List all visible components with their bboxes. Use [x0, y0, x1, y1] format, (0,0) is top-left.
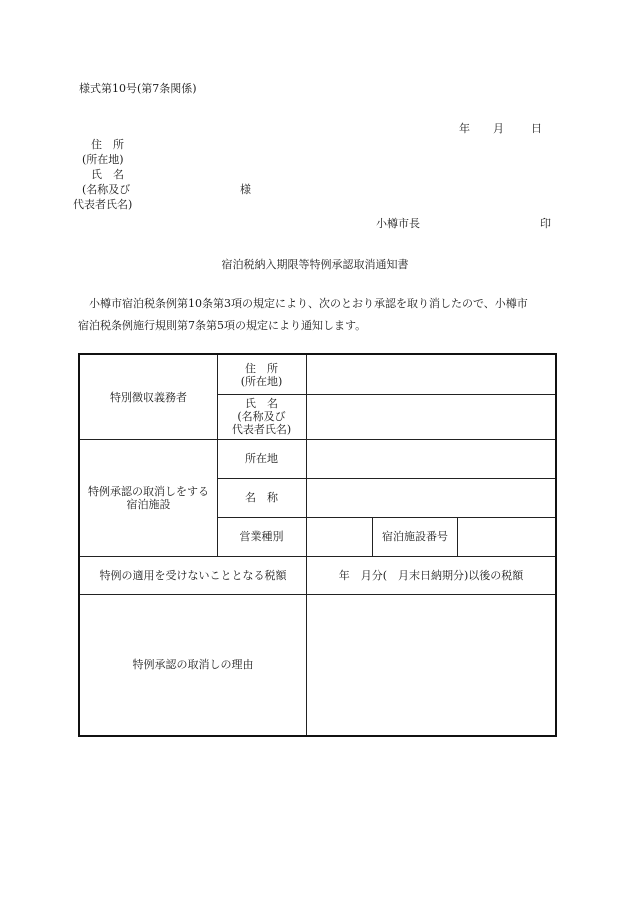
facility-name-value-field[interactable]	[307, 479, 555, 517]
name-sub-label-1: (名称及び	[237, 410, 286, 423]
reason-label: 特例承認の取消しの理由	[132, 658, 254, 671]
addressee-address-sub: (所在地)	[82, 153, 124, 166]
name-sub-label-2: 代表者氏名)	[231, 423, 292, 436]
section2-label-line-1: 特例承認の取消しをする	[88, 484, 209, 498]
name-label-cell	[217, 394, 306, 439]
facility-name-label-cell	[217, 478, 306, 517]
date-month: 月	[493, 122, 504, 135]
addressee-address-label: 住 所	[91, 138, 124, 151]
section2-label	[80, 439, 217, 556]
facility-number-value-field[interactable]	[458, 518, 555, 556]
reason-label-cell	[80, 594, 306, 735]
location-value-field[interactable]	[307, 440, 555, 478]
business-type-value-field[interactable]	[307, 518, 372, 556]
document-title: 宿泊税納入期限等特例承認取消通知書	[221, 258, 409, 271]
address-value-field[interactable]	[307, 355, 555, 394]
tax-not-applied-label: 特例の適用を受けないこととなる税額	[99, 568, 287, 582]
location-label-cell	[217, 439, 306, 478]
body-paragraph	[78, 293, 558, 337]
facility-number-label-cell	[373, 517, 457, 556]
form-number: 様式第10号(第7条関係)	[79, 82, 197, 95]
body-line-1: 小樽市宿泊税条例第10条第3項の規定により、次のとおり承認を取り消したので、小樽市	[89, 297, 528, 310]
date-year: 年	[459, 122, 470, 135]
section2-label-line-2: 宿泊施設	[126, 497, 171, 511]
tax-not-applied-label-cell	[80, 556, 306, 594]
facility-number-label: 宿泊施設番号	[382, 530, 448, 543]
addressee-name-label: 氏 名	[91, 168, 124, 181]
issuer-seal: 印	[540, 217, 551, 230]
body-line-2: 宿泊税条例施行規則第7条第5項の規定により通知します。	[78, 319, 367, 332]
reason-value-field[interactable]	[307, 595, 555, 735]
addressee-honorific: 様	[240, 183, 251, 196]
business-type-label-cell	[217, 517, 306, 556]
section1-label	[80, 355, 217, 439]
tax-period-text: 年 月分( 月末日納期分)以後の税額	[338, 568, 524, 582]
address-sub-label: (所在地)	[240, 374, 283, 388]
tax-period-field[interactable]	[307, 556, 555, 594]
location-label: 所在地	[245, 452, 278, 465]
business-type-label: 営業種別	[239, 530, 284, 543]
issuer-title: 小樽市長	[376, 217, 420, 230]
name-label: 氏 名	[245, 397, 278, 410]
name-value-field[interactable]	[307, 395, 555, 439]
date-day: 日	[531, 122, 542, 135]
addressee-name-sub-2: 代表者氏名)	[73, 198, 133, 211]
notice-table	[78, 353, 557, 737]
facility-name-label: 名 称	[245, 491, 278, 504]
address-label-cell	[217, 355, 306, 394]
address-label: 住 所	[245, 361, 278, 375]
section1-label-text: 特別徴収義務者	[110, 390, 187, 404]
addressee-name-sub-1: (名称及び	[82, 183, 131, 196]
